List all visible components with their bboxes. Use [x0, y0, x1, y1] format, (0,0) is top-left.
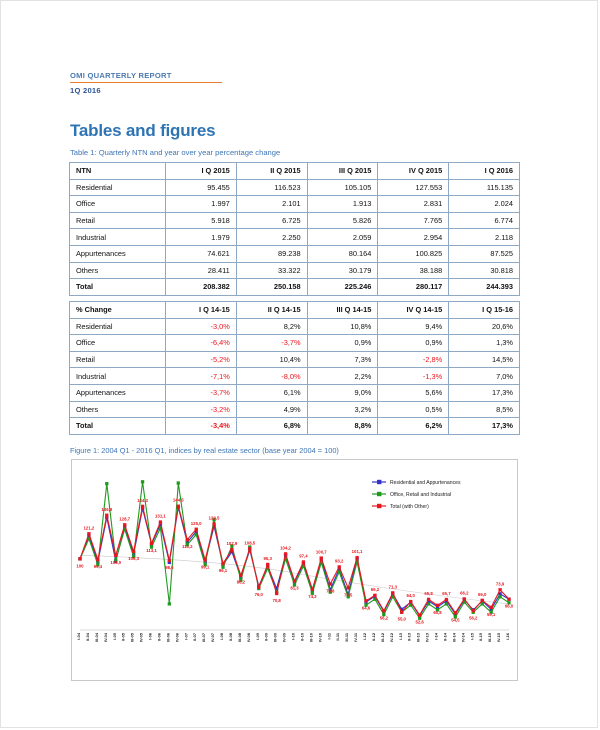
- row-label: Total: [70, 418, 166, 435]
- data-label: 81,3: [290, 585, 299, 591]
- table-cell: -1,3%: [378, 368, 449, 385]
- table-cell: 2.024: [449, 196, 520, 213]
- table-header-row: [70, 302, 520, 319]
- x-axis-tick-label: I-16: [505, 633, 510, 640]
- x-axis-tick-label: III-06: [165, 633, 171, 642]
- x-axis-tick-label: I-13: [397, 633, 403, 640]
- x-axis-tick-label: I-04: [76, 633, 81, 640]
- row-label: Retail: [70, 351, 166, 368]
- table-cell: 1.913: [307, 196, 378, 213]
- table-cell: 2.059: [307, 229, 378, 246]
- data-label: 136,8: [101, 506, 113, 512]
- data-label: 144,3: [137, 497, 148, 503]
- figure-caption: Figure 1: 2004 Q1 - 2016 Q1, indices by real estate sector (base year 2004 = 100): [70, 446, 339, 455]
- page-title: Tables and figures: [70, 121, 216, 140]
- table-cell: 5.826: [307, 212, 378, 229]
- chart-legend: [372, 480, 461, 510]
- chart-svg: [72, 460, 517, 680]
- legend-label: Residential and Appurtenances: [390, 480, 461, 486]
- table-cell: 0,5%: [378, 401, 449, 418]
- data-label: 97,4: [299, 553, 308, 559]
- table-cell: 74.621: [166, 245, 237, 262]
- table-row: [70, 368, 520, 385]
- x-axis-tick-label: II-09: [263, 633, 269, 641]
- table-cell: 1.979: [166, 229, 237, 246]
- data-label: 86,2: [236, 579, 246, 585]
- table-body: [70, 318, 520, 434]
- table-cell: -5,2%: [166, 351, 237, 368]
- data-label: 71,3: [388, 584, 397, 590]
- data-label: 128,7: [119, 516, 131, 522]
- table-row: [70, 318, 520, 335]
- table-cell: 10,8%: [307, 318, 378, 335]
- data-label: 144,5: [172, 497, 184, 503]
- x-axis-tick-label: I-05: [111, 633, 117, 640]
- x-axis-tick-label: IV-08: [245, 633, 251, 643]
- x-axis-tick-label: I-07: [183, 633, 189, 640]
- table-cell: 28.411: [166, 262, 237, 279]
- x-axis-tick-label: III-14: [451, 633, 457, 642]
- table-caption: Table 1: Quarterly NTN and year over year percentage change: [70, 148, 281, 157]
- x-axis-tick-label: II-11: [335, 633, 341, 641]
- table-cell: -3,7%: [236, 335, 307, 352]
- data-label: 104,2: [280, 545, 291, 551]
- column-header: II Q 14-15: [236, 302, 307, 319]
- x-axis-tick-label: III-15: [487, 633, 493, 642]
- data-label: 70,8: [272, 597, 281, 603]
- row-label: Residential: [70, 318, 166, 335]
- table-cell: 17,3%: [449, 384, 520, 401]
- data-label: 69,2: [370, 586, 380, 592]
- data-label: 56,2: [379, 615, 389, 621]
- row-label: Appurtenances: [70, 245, 166, 262]
- table-row: [70, 279, 520, 296]
- table-row: [70, 335, 520, 352]
- column-header: II Q 2015: [236, 163, 307, 180]
- data-label: 52,6: [415, 619, 424, 625]
- table-cell: 10,4%: [236, 351, 307, 368]
- data-label: 101,1: [351, 549, 363, 555]
- row-label: Residential: [70, 179, 166, 196]
- x-axis-tick-label: I-10: [290, 633, 296, 640]
- table-cell: 208.382: [166, 279, 237, 296]
- data-label: 78,8: [326, 588, 335, 594]
- table-body: [70, 179, 520, 295]
- row-label: Retail: [70, 212, 166, 229]
- x-axis-tick-label: II-05: [120, 633, 126, 641]
- column-header: I Q 15-16: [449, 302, 520, 319]
- data-label: 131,1: [155, 513, 166, 519]
- data-label: 73,9: [495, 581, 505, 587]
- table-cell: 8,5%: [449, 401, 520, 418]
- x-axis-tick-label: II-07: [192, 633, 198, 641]
- x-axis-tick-label: II-15: [478, 633, 484, 641]
- data-label: 65,7: [442, 591, 451, 597]
- x-axis-tick-label: I-15: [469, 633, 475, 640]
- x-axis-tick-label: III-10: [308, 633, 314, 642]
- report-name: OMI QUARTERLY REPORT: [70, 71, 222, 83]
- table-cell: -2,8%: [378, 351, 449, 368]
- column-header: I Q 2015: [166, 163, 237, 180]
- table-cell: -3,0%: [166, 318, 237, 335]
- table-cell: 8,2%: [236, 318, 307, 335]
- legend-label: Office, Retail and Industrial: [390, 492, 452, 498]
- x-axis-tick-label: I-11: [326, 633, 332, 640]
- x-axis-tick-label: IV-06: [174, 633, 180, 643]
- row-label: Others: [70, 262, 166, 279]
- table-header-row: [70, 163, 520, 180]
- data-label: 76,0: [254, 591, 263, 597]
- table-row: [70, 418, 520, 435]
- table-cell: 87.525: [449, 245, 520, 262]
- table-row: [70, 229, 520, 246]
- column-header: I Q 14-15: [166, 302, 237, 319]
- table-cell: 0,9%: [378, 335, 449, 352]
- column-header: IV Q 2015: [378, 163, 449, 180]
- table-cell: 0,9%: [307, 335, 378, 352]
- data-label: 95,3: [263, 555, 272, 561]
- x-axis-tick-label: I-09: [254, 633, 260, 640]
- x-axis-tick-label: IV-09: [281, 633, 287, 643]
- x-axis-tick-label: IV-10: [317, 633, 323, 643]
- table-percent-change: [69, 301, 520, 435]
- table-cell: 6,2%: [378, 418, 449, 435]
- table-cell: 2.831: [378, 196, 449, 213]
- table-cell: 38.188: [378, 262, 449, 279]
- x-axis-tick-label: I-14: [433, 633, 439, 640]
- table-cell: 20,6%: [449, 318, 520, 335]
- data-label: 55,0: [397, 616, 406, 622]
- x-axis-tick-label: III-07: [201, 633, 207, 642]
- table-cell: 127.553: [378, 179, 449, 196]
- table-cell: 7,3%: [307, 351, 378, 368]
- table-cell: 33.322: [236, 262, 307, 279]
- x-axis-tick-label: IV-04: [102, 633, 108, 643]
- table-row: [70, 245, 520, 262]
- data-label: 54,5: [451, 617, 460, 623]
- table-cell: 225.246: [307, 279, 378, 296]
- data-label: 108,5: [244, 540, 256, 546]
- table-cell: 2,2%: [307, 368, 378, 385]
- data-label: 99,1: [200, 564, 210, 570]
- row-label: Appurtenances: [70, 384, 166, 401]
- x-axis-tick-label: IV-15: [496, 633, 502, 643]
- table-cell: 2.118: [449, 229, 520, 246]
- table-cell: 80.164: [307, 245, 378, 262]
- table-cell: 9,4%: [378, 318, 449, 335]
- series-total-with-other-: [79, 505, 511, 617]
- data-label: 59,1: [486, 611, 496, 617]
- report-period: 1Q 2016: [70, 86, 101, 95]
- table-cell: 7.765: [378, 212, 449, 229]
- table-cell: -3,2%: [166, 401, 237, 418]
- table-row: [70, 179, 520, 196]
- table-cell: 95.455: [166, 179, 237, 196]
- table-cell: 1.997: [166, 196, 237, 213]
- table-cell: 6,8%: [236, 418, 307, 435]
- x-axis-tick-label: II-06: [156, 633, 162, 641]
- x-axis-tick-label: IV-07: [210, 633, 216, 643]
- table-cell: 2.101: [236, 196, 307, 213]
- data-label: 113,1: [146, 547, 157, 553]
- data-label: 65,8: [424, 590, 433, 596]
- data-label: 100,7: [315, 549, 327, 555]
- data-label: 98,6: [165, 565, 174, 571]
- data-label: 129,5: [208, 515, 220, 521]
- x-axis-tick-label: IV-12: [388, 633, 394, 643]
- x-axis-tick-label: IV-14: [460, 633, 466, 643]
- table-cell: 14,5%: [449, 351, 520, 368]
- table-cell: 7,0%: [449, 368, 520, 385]
- x-axis-tick-label: III-09: [272, 633, 278, 642]
- table-cell: 115.135: [449, 179, 520, 196]
- x-axis-tick-label: I-12: [362, 633, 367, 640]
- data-label: 64,6: [361, 605, 371, 611]
- data-label: 96,1: [218, 568, 228, 574]
- x-axis-tick-label: I-06: [147, 633, 153, 640]
- row-label: Office: [70, 335, 166, 352]
- table-cell: 89.238: [236, 245, 307, 262]
- data-label: 93,2: [335, 558, 344, 564]
- data-label: 116,2: [181, 544, 193, 550]
- table-row: [70, 351, 520, 368]
- data-label: 66,0: [504, 603, 514, 609]
- column-header: NTN: [70, 163, 166, 180]
- data-label: 107,9: [226, 541, 238, 547]
- x-axis-tick-label: IV-05: [138, 633, 144, 643]
- table-cell: 105.105: [307, 179, 378, 196]
- data-label: 64,0: [406, 593, 415, 599]
- table-cell: 1,3%: [449, 335, 520, 352]
- data-label: 75,5: [343, 592, 353, 598]
- table-cell: 2.250: [236, 229, 307, 246]
- row-label: Industrial: [70, 368, 166, 385]
- running-header: [70, 65, 370, 95]
- x-axis-tick-label: II-14: [442, 633, 448, 641]
- data-label: 74,3: [308, 593, 317, 599]
- table-cell: 116.523: [236, 179, 307, 196]
- column-header: % Change: [70, 302, 166, 319]
- table-cell: 6,1%: [236, 384, 307, 401]
- data-label: 66,2: [460, 590, 469, 596]
- data-label: 56,2: [469, 615, 478, 621]
- x-axis-tick-label: III-12: [379, 633, 385, 642]
- data-label: 100: [76, 563, 84, 569]
- table-ntn: [69, 162, 520, 296]
- table-cell: -3,7%: [166, 384, 237, 401]
- data-label: 103,0: [110, 559, 122, 565]
- x-axis-tick-label: III-11: [344, 633, 350, 642]
- x-axis-tick-label: IV-11: [353, 633, 359, 642]
- table-row: [70, 401, 520, 418]
- table-cell: 4,9%: [236, 401, 307, 418]
- table-cell: -8,0%: [236, 368, 307, 385]
- x-axis-tick-label: II-10: [299, 633, 305, 641]
- figure-1-chart: [71, 459, 518, 681]
- row-label: Office: [70, 196, 166, 213]
- table-cell: 100.825: [378, 245, 449, 262]
- column-header: III Q 2015: [307, 163, 378, 180]
- x-axis-tick-label: III-04: [93, 633, 99, 642]
- x-axis-tick-label: III-08: [236, 633, 242, 642]
- table-cell: -3,4%: [166, 418, 237, 435]
- table-cell: 2.954: [378, 229, 449, 246]
- data-label: 60,8: [433, 609, 442, 615]
- table-cell: 280.117: [378, 279, 449, 296]
- row-label: Others: [70, 401, 166, 418]
- row-label: Total: [70, 279, 166, 296]
- table-row: [70, 212, 520, 229]
- x-axis-tick-label: II-08: [227, 633, 233, 641]
- table-cell: 6.725: [236, 212, 307, 229]
- x-axis-tick-label: IV-13: [424, 633, 430, 643]
- table-row: [70, 262, 520, 279]
- table-cell: 244.393: [449, 279, 520, 296]
- table-cell: 5,6%: [378, 384, 449, 401]
- data-label: 65,0: [478, 591, 487, 597]
- column-header: I Q 2016: [449, 163, 520, 180]
- x-axis-tick-label: II-12: [370, 633, 376, 641]
- table-cell: 8,8%: [307, 418, 378, 435]
- table-row: [70, 196, 520, 213]
- column-header: III Q 14-15: [307, 302, 378, 319]
- x-axis-tick-label: II-13: [406, 633, 412, 641]
- data-label: 99,4: [93, 564, 103, 570]
- table-cell: 30.818: [449, 262, 520, 279]
- x-axis-tick-label: III-05: [129, 633, 135, 642]
- data-label: 121,2: [83, 525, 95, 531]
- table-cell: 9,0%: [307, 384, 378, 401]
- x-axis-tick-label: I-08: [219, 633, 224, 640]
- table-row: [70, 384, 520, 401]
- table-cell: 6.774: [449, 212, 520, 229]
- row-label: Industrial: [70, 229, 166, 246]
- table-cell: 17,3%: [449, 418, 520, 435]
- table-cell: 250.158: [236, 279, 307, 296]
- table-cell: 3,2%: [307, 401, 378, 418]
- table-cell: -6,4%: [166, 335, 237, 352]
- table-cell: 30.179: [307, 262, 378, 279]
- data-label: 106,3: [128, 555, 140, 561]
- table-cell: -7,1%: [166, 368, 237, 385]
- column-header: IV Q 14-15: [378, 302, 449, 319]
- x-axis-tick-label: III-13: [415, 633, 421, 642]
- legend-label: Total (with Other): [390, 504, 429, 510]
- x-axis-tick-label: II-04: [84, 633, 90, 641]
- table-cell: 5.918: [166, 212, 237, 229]
- data-label: 125,0: [190, 520, 202, 526]
